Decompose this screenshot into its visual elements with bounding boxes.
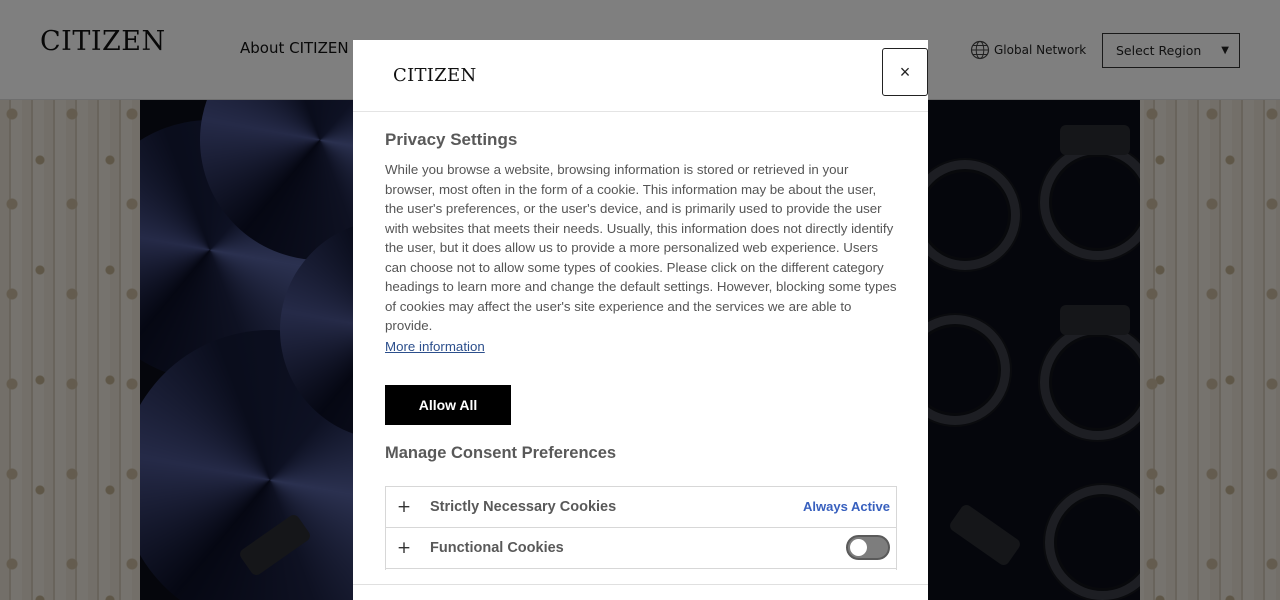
- always-active-badge: Always Active: [803, 499, 890, 514]
- consent-row-strictly-necessary[interactable]: [386, 487, 896, 528]
- more-information-link[interactable]: More information: [385, 338, 485, 354]
- modal-footer-divider: [353, 584, 928, 585]
- modal-header: [353, 40, 928, 112]
- privacy-description: While you browse a website, browsing information is stored or retrieved in your browser, most often in the form of a cookie. This information may be about the user, the user's preferences, or the user's device, and is primarily used to provide the user with websites that meets their needs. Usually, this information does not directly identify the user, but it does allow us to provide a more personalized web experience. Users can choose not to allow some types of cookies. Please click on the different category headings to learn more and change the default settings. However, blocking some types of cookies may affect the user's site experience and the services we are able to provide.: [385, 162, 897, 333]
- allow-all-button[interactable]: Allow All: [385, 385, 511, 425]
- close-button[interactable]: ×: [882, 48, 928, 96]
- functional-cookies-toggle[interactable]: [846, 535, 890, 560]
- privacy-title: Privacy Settings: [385, 130, 518, 149]
- consent-label: Functional Cookies: [430, 540, 564, 556]
- modal-body: [385, 130, 897, 356]
- privacy-settings-dialog: [353, 40, 928, 600]
- expand-icon: +: [396, 538, 412, 558]
- consent-category-list: [385, 486, 897, 570]
- modal-logo: CITIZEN: [393, 65, 477, 86]
- consent-label: Strictly Necessary Cookies: [430, 499, 617, 515]
- toggle-knob: [850, 539, 867, 556]
- consent-row-functional[interactable]: [386, 528, 896, 569]
- manage-consent-title: Manage Consent Preferences: [385, 444, 617, 462]
- expand-icon: +: [396, 497, 412, 517]
